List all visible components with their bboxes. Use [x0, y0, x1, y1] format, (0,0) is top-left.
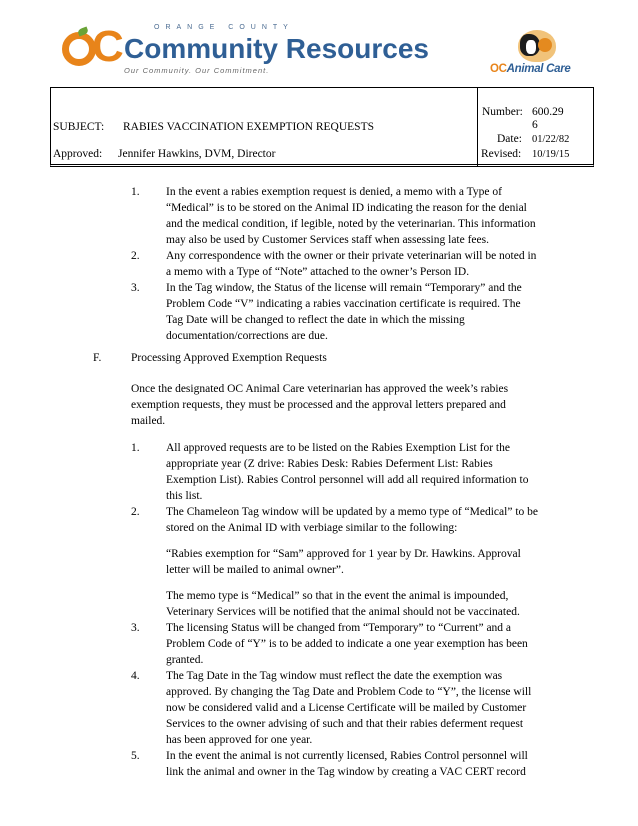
memo-note-line-1: The memo type is “Medical” so that in the event the animal is impounded, — [166, 590, 509, 602]
section-f-intro-line-2: exemption requests, they must be processed and the approval letters prepared and — [131, 399, 506, 411]
list1-num-1: 1. — [131, 186, 140, 198]
header-divider — [477, 87, 478, 167]
list1-item-1-line-3: and the medical condition, if legible, noted by the veterinarian. This information — [166, 218, 536, 230]
date-value: 01/22/82 — [532, 134, 570, 145]
date-label: Date: — [497, 133, 522, 145]
memo-quote-line-1: “Rabies exemption for “Sam” approved for 1 year by Dr. Hawkins. Approval — [166, 548, 521, 560]
animal-care-logo — [490, 30, 570, 85]
section-f-title: Processing Approved Exemption Requests — [131, 352, 327, 364]
orange-o-icon — [62, 32, 96, 66]
logo-county: ORANGE COUNTY — [154, 24, 294, 31]
logo-c: C — [92, 22, 122, 71]
memo-note-line-2: Veterinary Services will be notified that the animal should not be vaccinated. — [166, 606, 520, 618]
list2-num-4: 4. — [131, 670, 140, 682]
approved-label: Approved: — [53, 148, 103, 160]
list2-item-1-line-2: appropriate year (Z drive: Rabies Desk: Rabies Deferment List: Rabies — [166, 458, 493, 470]
subject-value: RABIES VACCINATION EXEMPTION REQUESTS — [123, 121, 374, 133]
list1-num-2: 2. — [131, 250, 140, 262]
list2-item-4-line-5: has been approved for one year. — [166, 734, 313, 746]
list1-item-2-line-2: a memo with a Type of “Note” attached to the owner’s Person ID. — [166, 266, 470, 278]
list2-num-3: 3. — [131, 622, 140, 634]
list2-num-5: 5. — [131, 750, 140, 762]
list2-item-4-line-2: approved. By changing the Tag Date and Problem Code to “Y”, the license will — [166, 686, 532, 698]
list2-num-1: 1. — [131, 442, 140, 454]
list2-item-3-line-3: granted. — [166, 654, 204, 666]
list2-item-2-line-2: stored on the Animal ID with verbiage similar to the following: — [166, 522, 458, 534]
list1-item-3-line-2: Problem Code “V” indicating a rabies vaccination certificate is required. The — [166, 298, 521, 310]
approved-value: Jennifer Hawkins, DVM, Director — [118, 148, 276, 160]
list1-item-2-line-1: Any correspondence with the owner or their private veterinarian will be noted in — [166, 250, 537, 262]
memo-quote-line-2: letter will be mailed to animal owner”. — [166, 564, 344, 576]
list1-num-3: 3. — [131, 282, 140, 294]
list1-item-3-line-4: documentation/corrections are due. — [166, 330, 328, 342]
section-f-intro-line-3: mailed. — [131, 415, 166, 427]
revised-label: Revised: — [481, 148, 522, 160]
dog-face-icon — [526, 40, 536, 54]
number-value-cont: 6 — [532, 119, 538, 131]
list2-item-3-line-2: Problem Code of “Y” is to be added to indicate a one year exemption has been — [166, 638, 528, 650]
list1-item-1-line-1: In the event a rabies exemption request is denied, a memo with a Type of — [166, 186, 502, 198]
section-f-letter: F. — [93, 352, 102, 364]
list2-item-4-line-1: The Tag Date in the Tag window must reflect the date the exemption was — [166, 670, 503, 682]
list2-item-4-line-3: now be considered valid and a License Certificate will be mailed by Customer — [166, 702, 527, 714]
list2-num-2: 2. — [131, 506, 140, 518]
section-f-intro-line-1: Once the designated OC Animal Care veterinarian has approved the week’s rabies — [131, 383, 509, 395]
logo-tagline: Our Community. Our Commitment. — [124, 66, 270, 75]
list2-item-5-line-1: In the event the animal is not currently licensed, Rabies Control personnel will — [166, 750, 528, 762]
list1-item-1-line-2: “Medical” is to be stored on the Animal ID indicating the reason for the denial — [166, 202, 527, 214]
community-resources-logo — [62, 22, 429, 82]
list2-item-1-line-4: this list. — [166, 490, 203, 502]
list2-item-1-line-1: All approved requests are to be listed on the Rabies Exemption List for the — [166, 442, 510, 454]
list2-item-3-line-1: The licensing Status will be changed from “Temporary” to “Current” and a — [166, 622, 512, 634]
subject-label: SUBJECT: — [53, 121, 105, 133]
list2-item-4-line-4: Services to the owner advising of such and that their rabies deferment request — [166, 718, 524, 730]
number-value: 600.29 — [532, 106, 564, 118]
logo-name: Community Resources — [124, 33, 429, 64]
number-label: Number: — [482, 106, 523, 118]
list2-item-5-line-2: link the animal and owner in the Tag window by creating a VAC CERT record — [166, 766, 526, 778]
cat-icon — [538, 38, 552, 52]
animal-care-label: OCAnimal Care — [490, 63, 571, 75]
list2-item-1-line-3: Exemption List). Rabies Control personnel will add all required information to — [166, 474, 529, 486]
revised-value: 10/19/15 — [532, 149, 570, 160]
list1-item-1-line-4: may also be used by Customer Services staff when assessing late fees. — [166, 234, 489, 246]
list2-item-2-line-1: The Chameleon Tag window will be updated by a memo type of “Medical” to be — [166, 506, 538, 518]
list1-item-3-line-1: In the Tag window, the Status of the license will remain “Temporary” and the — [166, 282, 522, 294]
list1-item-3-line-3: Tag Date will be changed to reflect the date in which the missing — [166, 314, 465, 326]
